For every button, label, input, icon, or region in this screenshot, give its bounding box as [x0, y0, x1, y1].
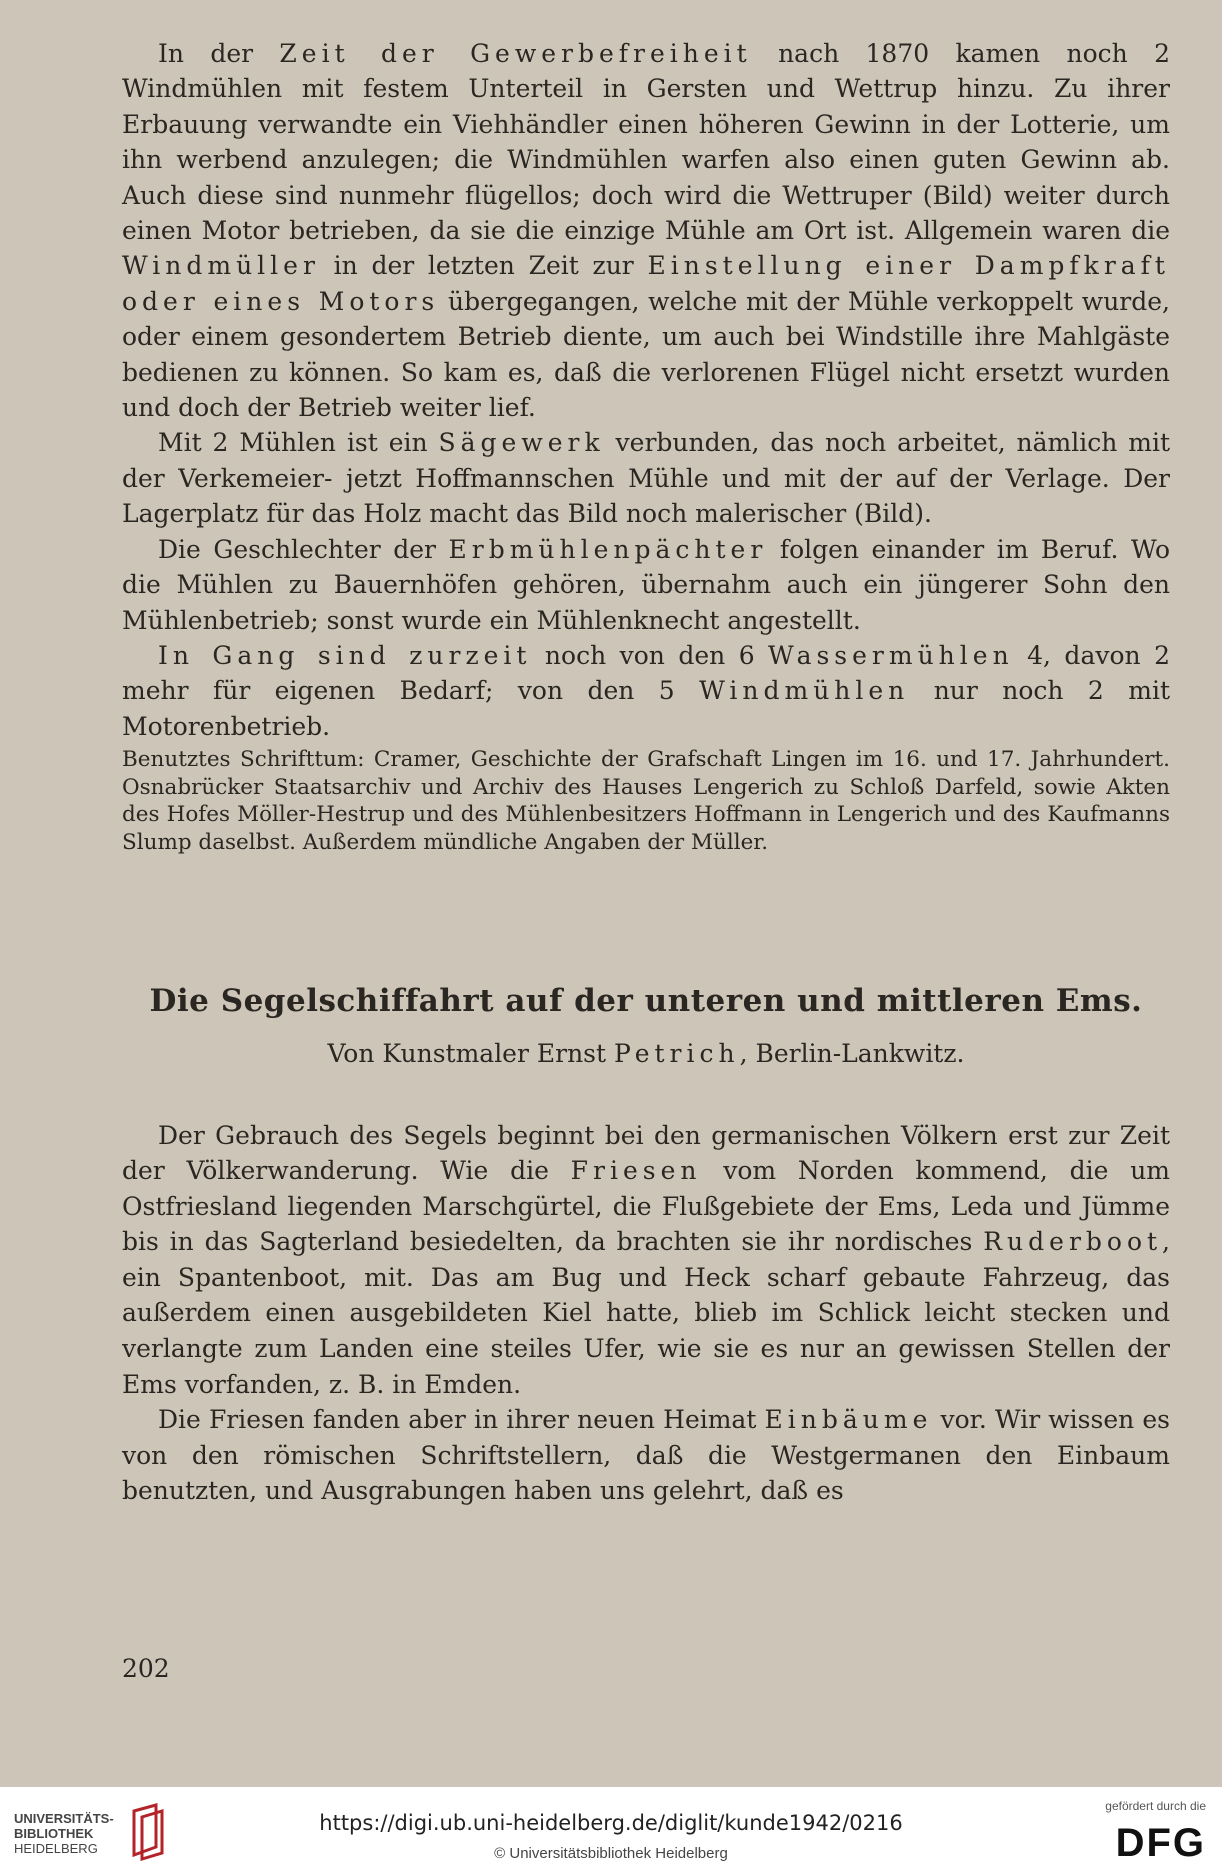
spaced-emphasis: Wassermühlen — [768, 640, 1014, 670]
text-run: vor. Wir wissen es von den römischen Schriftstellern, daß die Westgermanen den Einbaum benutzten, und Ausgrabungen haben uns gelehrt, daß es — [122, 1405, 1170, 1506]
spaced-emphasis: Ruderboot — [983, 1227, 1163, 1257]
body-paragraph — [122, 36, 1170, 425]
spaced-emphasis: Sägewerk — [438, 428, 605, 458]
spaced-emphasis: Petrich — [614, 1038, 740, 1068]
article-byline — [122, 1039, 1170, 1068]
permalink-url[interactable]: https://digi.ub.uni-heidelberg.de/diglit/kunde1942/0216 — [319, 1811, 903, 1835]
text-run: , ein Spantenboot, mit. Das am Bug und Heck scharf gebaute Fahrzeug, das außerdem einen ausgebildeten Kiel hatte, blieb im Schlick leicht stecken und verlangte zum Landen eine steiles Ufer, wie sie es nur an gewissen Stellen der Ems vorfanden, z. B. in Emden. — [122, 1227, 1170, 1399]
text-run: verbunden, das noch arbeitet, nämlich mit der Verkemeier- jetzt Hoffmannschen Mühle und mit der auf der Verlage. Der Lagerplatz für das Holz macht das Bild noch malerischer (Bild). — [122, 428, 1170, 529]
text-run: vom Norden kommend, die um Ostfriesland liegenden Marschgürtel, die Flußgebiete der Ems, Leda und Jümme bis in das Sagterland besiedelten, da brachten sie ihr nordisches — [122, 1156, 1171, 1257]
page-number: 202 — [122, 1654, 170, 1683]
text-run: Mit 2 Mühlen ist ein — [158, 428, 439, 458]
text-run: nur noch 2 mit Motorenbetrieb. — [122, 676, 1170, 741]
body-paragraph — [122, 1402, 1170, 1509]
spaced-emphasis: Windmüller — [122, 251, 320, 281]
spaced-emphasis: In Gang sind zurzeit — [158, 640, 532, 670]
viewer-footer — [0, 1787, 1222, 1873]
funding-note: gefördert durch die — [1105, 1799, 1206, 1813]
references-note: Benutztes Schrifttum: Cramer, Geschichte der Grafschaft Lingen im 16. und 17. Jahrhundert. Osnabrücker Staatsarchiv und Archiv des Hauses Lengerich zu Schloß Darfeld, sowie Akten des Hofes Möller-Hestrup und des Mühlenbesitzers Hoffmann in Lengerich und des Kaufmanns Slump daselbst. Außerdem mündliche Angaben der Müller. — [122, 747, 1170, 855]
article-body — [122, 1118, 1170, 1510]
body-paragraph — [122, 425, 1170, 531]
body-paragraph — [122, 638, 1170, 744]
library-name-line3: HEIDELBERG — [14, 1841, 98, 1856]
text-run: In der — [158, 39, 280, 68]
article-title: Die Segelschiffahrt auf der unteren und mittleren Ems. — [149, 982, 1143, 1019]
spaced-emphasis: Einbäume — [764, 1405, 933, 1435]
text-run: 4, davon 2 mehr für eigenen Bedarf; von den 5 — [122, 640, 1170, 706]
spaced-emphasis: Windmühlen — [699, 676, 910, 706]
body-paragraph — [122, 532, 1170, 638]
spaced-emphasis: Friesen — [570, 1156, 702, 1186]
copyright-text: © Universitätsbibliothek Heidelberg — [494, 1845, 728, 1862]
text-run: noch von den 6 — [531, 640, 769, 670]
text-run: übergegangen, welche mit der Mühle verkoppelt wurde, oder einem gesondertem Betrieb diente, um auch bei Windstille ihre Mahlgäste bedienen zu können. So kam es, daß die verlorenen Flügel nicht ersetzt wurden und doch der Betrieb weiter lief. — [122, 286, 1170, 423]
text-run: , Berlin-Lankwitz. — [739, 1038, 965, 1068]
text-run: Der Gebrauch des Segels beginnt bei den germanischen Völkern erst zur Zeit der Völkerwanderung. Wie die — [122, 1120, 1170, 1186]
text-run: nach 1870 kamen noch 2 Windmühlen mit festem Unterteil in Gersten und Wettrup hinzu. Zu ihrer Erbauung verwandte ein Viehhändler einen höheren Gewinn in der Lotterie, um ihn werbend anzulegen; die Windmühlen warfen also einen guten Gewinn ab. Auch diese sind nunmehr flügellos; doch wird die Wettruper (Bild) weiter durch einen Motor betrieben, da sie die einzige Mühle am Ort ist. Allgemein waren die — [122, 39, 1170, 246]
dfg-logo[interactable]: DFG — [1115, 1821, 1206, 1865]
spaced-emphasis: Einstellung einer Dampfkraft oder eines Motors — [122, 251, 1170, 316]
spaced-emphasis: Zeit der Gewerbefreiheit — [279, 39, 752, 68]
library-name-line1: UNIVERSITÄTS- — [14, 1811, 114, 1826]
text-run: Die Geschlechter der — [158, 534, 449, 564]
text-run: Die Friesen fanden aber in ihrer neuen Heimat — [158, 1405, 765, 1435]
body-paragraph — [122, 1118, 1170, 1403]
top-section — [122, 36, 1170, 744]
page-content — [122, 36, 1170, 1509]
spaced-emphasis: Erbmühlenpächter — [448, 534, 768, 564]
text-run: in der letzten Zeit zur — [319, 251, 648, 281]
text-run: Von Kunstmaler Ernst — [327, 1038, 615, 1068]
library-name-line2: BIBLIOTHEK — [14, 1826, 94, 1841]
text-run: folgen einander im Beruf. Wo die Mühlen zu Bauernhöfen gehören, übernahm auch ein jüngerer Sohn den Mühlenbetrieb; sonst wurde ein Mühlenknecht angestellt. — [122, 534, 1170, 635]
